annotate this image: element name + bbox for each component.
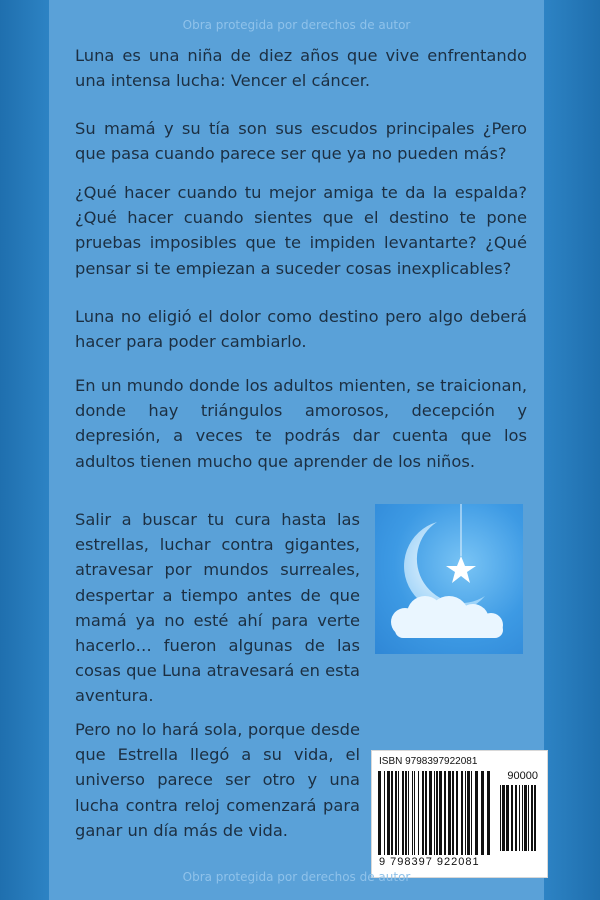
cover-edge-left xyxy=(0,0,49,900)
moon-illustration xyxy=(375,504,523,654)
cover-edge-right xyxy=(544,0,600,900)
synopsis-paragraph-6: Salir a buscar tu cura hasta las estrellas, luchar contra gigantes, atravesar por mundos surreales, despertar a tiempo antes de que mamá ya no esté ahí para verte hacerlo… fueron algunas de las cosas que Luna atravesará en esta aventura. xyxy=(75,510,360,706)
star-shape xyxy=(446,556,476,583)
isbn-barcode xyxy=(378,771,492,857)
barcode-bar xyxy=(436,771,438,855)
moon-star-clouds-icon xyxy=(375,504,523,654)
barcode-bar xyxy=(395,771,397,855)
synopsis-paragraph-3: ¿Qué hacer cuando tu mejor amiga te da la espalda? ¿Qué hacer cuando sientes que el destino te pone pruebas imposibles que te impiden levantarte? ¿Qué pensar si te empiezan a suceder cosas inexplicables? xyxy=(75,183,527,278)
barcode-bar xyxy=(405,771,407,855)
barcode-bar xyxy=(422,771,424,855)
barcode-bar xyxy=(481,771,484,855)
barcode-bar xyxy=(522,785,523,851)
barcode-bar xyxy=(448,771,451,855)
barcode-bar xyxy=(429,771,432,855)
barcode-bar xyxy=(471,771,472,855)
barcode-bar xyxy=(524,785,527,851)
barcode-bar xyxy=(515,785,517,851)
barcode-bar xyxy=(500,785,501,851)
barcode-bar xyxy=(444,771,446,855)
synopsis-paragraph-4: Luna no eligió el dolor como destino pero algo deberá hacer para poder cambiarlo. xyxy=(75,307,527,352)
barcode-bar xyxy=(412,771,413,855)
barcode-bar xyxy=(531,785,533,851)
barcode-bar xyxy=(384,771,385,855)
barcode-bar xyxy=(387,771,390,855)
barcode-bar xyxy=(418,771,419,855)
barcode-block xyxy=(371,750,548,878)
price-barcode xyxy=(500,785,540,871)
barcode-bar xyxy=(414,771,415,855)
barcode-bar xyxy=(425,771,427,855)
barcode-bar xyxy=(461,771,463,855)
barcode-bar xyxy=(391,771,393,855)
barcode-bar xyxy=(434,771,435,855)
barcode-bar xyxy=(452,771,454,855)
synopsis-paragraph-1: Luna es una niña de diez años que vive enfrentando una intensa lucha: Vencer el cáncer. xyxy=(75,46,527,91)
barcode-bar xyxy=(378,771,381,855)
synopsis-paragraph-5: En un mundo donde los adultos mienten, se traicionan, donde hay triángulos amorosos, decepción y depresión, a veces te podrás dar cuenta que los adultos tienen mucho que aprender de los niños. xyxy=(75,376,527,471)
isbn-label: ISBN 9798397922081 xyxy=(379,756,478,767)
synopsis-paragraph-7: Pero no lo hará sola, porque desde que Estrella llegó a su vida, el universo parece ser otro y una lucha contra reloj comenzará para ganar un día más de vida. xyxy=(75,720,360,840)
back-cover-panel xyxy=(49,0,544,900)
barcode-bar xyxy=(506,785,509,851)
synopsis-paragraph-2: Su mamá y su tía son sus escudos principales ¿Pero que pasa cuando parece ser que ya no pueden más? xyxy=(75,119,527,164)
barcode-bar xyxy=(467,771,470,855)
barcode-bar xyxy=(502,785,505,851)
watermark-bottom: Obra protegida por derechos de autor xyxy=(182,870,411,884)
barcode-bar xyxy=(528,785,529,851)
barcode-digits: 9 798397 922081 xyxy=(379,856,480,868)
barcode-bar xyxy=(475,771,478,855)
barcode-bar xyxy=(408,771,409,855)
price-code: 90000 xyxy=(507,770,538,782)
barcode-bar xyxy=(398,771,399,855)
barcode-bar xyxy=(534,785,536,851)
barcode-bar xyxy=(519,785,520,851)
barcode-bar xyxy=(465,771,466,855)
clouds-shape xyxy=(391,596,503,638)
watermark-top: Obra protegida por derechos de autor xyxy=(182,18,411,32)
barcode-bar xyxy=(402,771,404,855)
barcode-bar xyxy=(487,771,490,855)
barcode-bar xyxy=(439,771,442,855)
barcode-bar xyxy=(511,785,513,851)
barcode-bar xyxy=(456,771,458,855)
